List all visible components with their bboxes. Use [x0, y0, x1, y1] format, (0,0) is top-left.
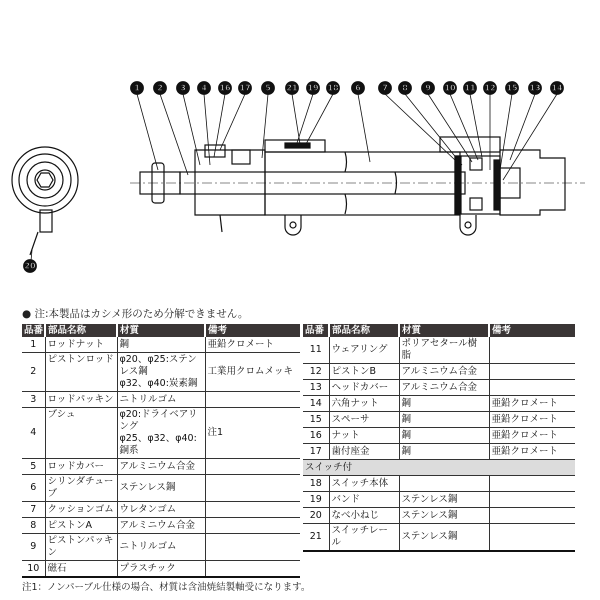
cell: 6 [22, 475, 45, 502]
cell: 鋼 [117, 337, 205, 353]
cell: ウレタンゴム [117, 502, 205, 518]
callout-number: 15 [506, 83, 518, 93]
cell: 15 [303, 412, 329, 428]
material-line: φ25、φ32、φ40:銅系 [119, 433, 197, 456]
footnote: 注1：ノンパーブル仕様の場合、材質は含油焼結製軸受になります。 [22, 582, 311, 593]
parts-table-left [22, 324, 300, 578]
parts-tables [22, 324, 578, 594]
table-row [303, 396, 575, 412]
cell: 鋼 [399, 396, 489, 412]
cell [489, 524, 575, 552]
cell: アルミニウム合金 [117, 459, 205, 475]
header-material: 材質 [117, 324, 205, 337]
callout-number: 11 [464, 83, 476, 93]
callout-number: 6 [355, 83, 361, 93]
cell [205, 518, 300, 534]
cell [489, 476, 575, 492]
table-row [303, 508, 575, 524]
callout-number: 17 [239, 83, 251, 93]
cell [205, 475, 300, 502]
callout-number: 19 [307, 83, 319, 93]
cell: ブシュ [45, 408, 117, 459]
callout-number: 16 [219, 83, 231, 93]
leader-line [137, 94, 158, 170]
callout-number: 21 [286, 83, 298, 93]
callout-number: 8 [402, 83, 408, 93]
cell: ステンレス鋼 [399, 508, 489, 524]
cell: 亜鉛クロメート [205, 337, 300, 353]
header-material: 材質 [399, 324, 489, 337]
callout-number: 12 [484, 83, 496, 93]
callout-number: 13 [529, 83, 541, 93]
callout-number: 4 [201, 83, 207, 93]
header-remark: 備考 [205, 324, 300, 337]
end-view [12, 147, 78, 255]
cell: ヘッドカバー [329, 380, 399, 396]
table-row [303, 524, 575, 552]
header-remark: 備考 [489, 324, 575, 337]
cell [489, 508, 575, 524]
cell: 4 [22, 408, 45, 459]
callout-number: 1 [134, 83, 140, 93]
table-row [22, 534, 300, 561]
cell: ナット [329, 428, 399, 444]
cell: 亜鉛クロメート [489, 412, 575, 428]
cell [489, 337, 575, 364]
callout-number: 18 [327, 83, 339, 93]
cell: ピストンA [45, 518, 117, 534]
cell: ロッドカバー [45, 459, 117, 475]
cell: 亜鉛クロメート [489, 428, 575, 444]
cell: 10 [22, 561, 45, 578]
cell: スペーサ [329, 412, 399, 428]
header-name: 部品名称 [45, 324, 117, 337]
cell: 亜鉛クロメート [489, 396, 575, 412]
cell: スイッチレール [329, 524, 399, 552]
cell: 磁石 [45, 561, 117, 578]
cell: ピストンB [329, 364, 399, 380]
callout-number: 2 [157, 83, 163, 93]
cell: シリンダチューブ [45, 475, 117, 502]
leader-line [214, 94, 225, 157]
cell: 工業用クロムメッキ [205, 353, 300, 392]
table-row [22, 561, 300, 578]
table-row [303, 476, 575, 492]
material-line: φ20、φ25:ステンレス鋼 [119, 354, 197, 377]
cell: アルミニウム合金 [399, 380, 489, 396]
cell: 5 [22, 459, 45, 475]
callout-number: 3 [180, 83, 186, 93]
cell: ピストンパッキン [45, 534, 117, 561]
cell [489, 364, 575, 380]
cell: 21 [303, 524, 329, 552]
table-row [22, 408, 300, 459]
leader-line [405, 94, 462, 165]
cell: 1 [22, 337, 45, 353]
cell: 歯付座金 [329, 444, 399, 460]
material-cell [117, 353, 205, 392]
cell [205, 392, 300, 408]
cell: クッションゴム [45, 502, 117, 518]
disassembly-note: ● 注:本製品はカシメ形のため分解できません。 [22, 308, 249, 320]
cell: 16 [303, 428, 329, 444]
group-row [303, 460, 575, 476]
cell: 鋼 [399, 444, 489, 460]
cell: アルミニウム合金 [117, 518, 205, 534]
cell [489, 492, 575, 508]
cell: 17 [303, 444, 329, 460]
cell: ニトリルゴム [117, 534, 205, 561]
cell: ロッドナット [45, 337, 117, 353]
cell: 20 [303, 508, 329, 524]
cell: 18 [303, 476, 329, 492]
cell: プラスチック [117, 561, 205, 578]
leader-line [160, 94, 188, 175]
material-cell [117, 408, 205, 459]
cell [205, 561, 300, 578]
callout-number: 7 [382, 83, 388, 93]
cell: 注1 [205, 408, 300, 459]
callout-number: 20 [24, 261, 36, 271]
table-row [303, 428, 575, 444]
cell: バンド [329, 492, 399, 508]
table-row [22, 353, 300, 392]
cell [205, 502, 300, 518]
header-no: 品番 [303, 324, 329, 337]
table-row [22, 459, 300, 475]
cell: ステンレス鋼 [399, 524, 489, 552]
cell: 鋼 [399, 428, 489, 444]
table-row [22, 392, 300, 408]
cell: 7 [22, 502, 45, 518]
cell: スイッチ本体 [329, 476, 399, 492]
cell: 9 [22, 534, 45, 561]
table-row [303, 492, 575, 508]
cell: 六角ナット [329, 396, 399, 412]
cell: ステンレス鋼 [117, 475, 205, 502]
switch-group-label: スイッチ付 [303, 460, 575, 476]
callout-number: 10 [444, 83, 456, 93]
callout-number: 14 [551, 83, 563, 93]
cell [205, 534, 300, 561]
leader-line [305, 94, 333, 146]
header-name: 部品名称 [329, 324, 399, 337]
material-line: φ32、φ40:炭素鋼 [119, 378, 198, 389]
header-no: 品番 [24, 325, 44, 336]
callout-number: 5 [265, 83, 271, 93]
cell: 13 [303, 380, 329, 396]
table-row [22, 337, 300, 353]
parts-table-right [303, 324, 575, 552]
cell [489, 380, 575, 396]
table-row [303, 412, 575, 428]
cell: アルミニウム合金 [399, 364, 489, 380]
cell: 12 [303, 364, 329, 380]
cell: 8 [22, 518, 45, 534]
cell [205, 459, 300, 475]
leader-line [470, 94, 482, 157]
cell: 11 [303, 337, 329, 364]
cell: 2 [22, 353, 45, 392]
cell: ニトリルゴム [117, 392, 205, 408]
leader-line [183, 94, 200, 165]
cell: 3 [22, 392, 45, 408]
leader-line [296, 94, 313, 146]
cell: なべ小ねじ [329, 508, 399, 524]
table-row [303, 444, 575, 460]
material-line: φ20:ドライベアリング [119, 409, 198, 432]
table-row [22, 518, 300, 534]
table-row [303, 364, 575, 380]
cell: 14 [303, 396, 329, 412]
callout-number: 9 [425, 83, 431, 93]
cell: ロッドパッキン [45, 392, 117, 408]
cell: 鋼 [399, 412, 489, 428]
cell: 19 [303, 492, 329, 508]
cell: 亜鉛クロメート [489, 444, 575, 460]
cell: ウェアリング [329, 337, 399, 364]
table-row [22, 475, 300, 502]
cell [399, 476, 489, 492]
cell: ポリアセタール樹脂 [399, 337, 489, 364]
cell: ステンレス鋼 [399, 492, 489, 508]
leader-line [385, 94, 455, 160]
cell: ピストンロッド [45, 353, 117, 392]
table-row [303, 380, 575, 396]
table-row [22, 502, 300, 518]
table-row [303, 337, 575, 364]
